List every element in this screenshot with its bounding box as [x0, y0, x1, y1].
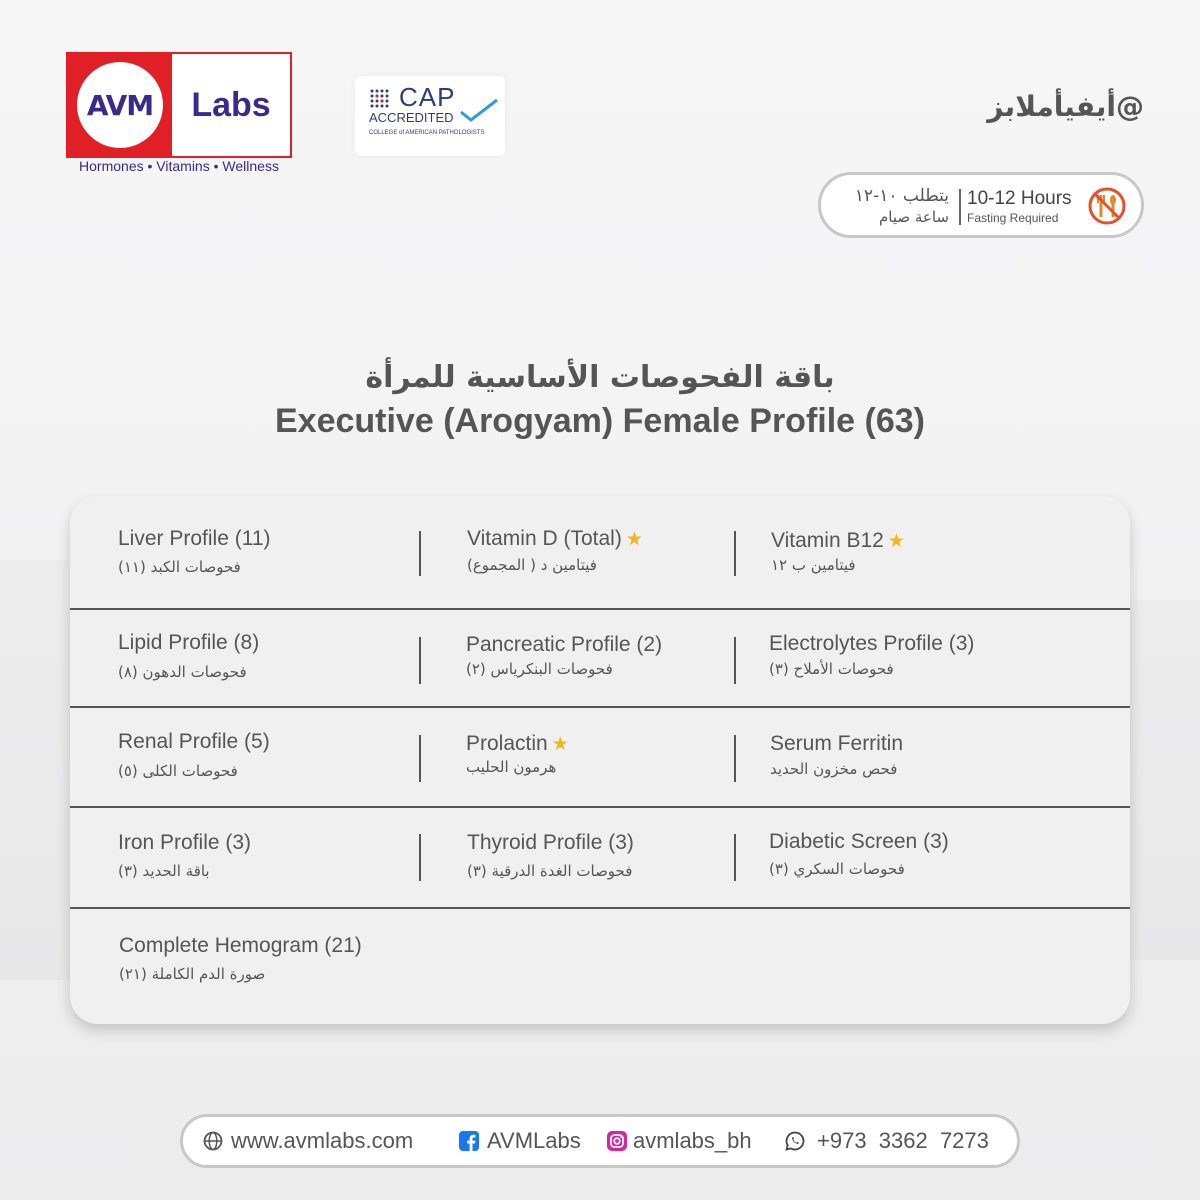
- star-icon: ★: [887, 531, 905, 552]
- instagram-icon: [607, 1131, 627, 1151]
- tests-row: [70, 808, 1130, 909]
- column-divider: [419, 735, 421, 782]
- website-link[interactable]: www.avmlabs.com: [231, 1128, 414, 1153]
- test-name-ar: باقة الحديد (٣): [118, 862, 210, 880]
- test-name-ar: فحوصات الأملاح (٣): [769, 660, 894, 678]
- test-name-en: Pancreatic Profile (2): [466, 633, 663, 656]
- star-icon: ★: [551, 734, 569, 755]
- test-name-ar: فحوصات الكلى (٥): [118, 762, 238, 780]
- tests-row: [70, 708, 1130, 808]
- whatsapp-number[interactable]: +973 3362 7273: [817, 1128, 989, 1153]
- column-divider: [419, 637, 421, 684]
- test-cell: [70, 610, 420, 706]
- test-name-en: Diabetic Screen (3): [769, 830, 949, 853]
- logo-labs-text: Labs: [191, 85, 271, 124]
- test-cell: [70, 708, 420, 806]
- test-name-en: Electrolytes Profile (3): [769, 632, 975, 655]
- background-decoration: [1130, 600, 1200, 960]
- test-cell: [70, 808, 420, 907]
- column-divider: [419, 834, 421, 881]
- test-name-en: Iron Profile (3): [118, 831, 252, 854]
- test-name-ar: فيتامين د ( المجموع): [467, 556, 597, 574]
- logo-avm-text: AVM: [86, 88, 154, 122]
- cap-college: COLLEGE of AMERICAN PATHOLOGISTS: [369, 130, 485, 136]
- checkmark-icon: [459, 98, 499, 124]
- test-name-en: Prolactin: [466, 732, 548, 755]
- tests-row: [70, 496, 1130, 610]
- test-cell: [419, 496, 735, 608]
- test-name-ar: هرمون الحليب: [466, 758, 557, 776]
- facebook-icon: [459, 1131, 479, 1151]
- test-name-ar: صورة الدم الكاملة (٢١): [119, 965, 266, 983]
- test-name-en: Vitamin D (Total): [467, 527, 622, 550]
- test-name-en: Serum Ferritin: [770, 732, 904, 755]
- title-english: Executive (Arogyam) Female Profile (63): [274, 402, 925, 440]
- fasting-en-line2: Fasting Required: [967, 211, 1059, 225]
- whatsapp-icon: [785, 1131, 805, 1151]
- fasting-badge: [818, 172, 1144, 238]
- logo-tagline: Hormones • Vitamins • Wellness: [79, 158, 279, 174]
- star-icon: ★: [625, 529, 643, 550]
- column-divider: [734, 735, 736, 782]
- cap-accredited: ACCREDITED: [369, 110, 454, 125]
- column-divider: [734, 834, 736, 881]
- test-name-en: Vitamin B12: [771, 529, 884, 552]
- avm-labs-logo: [66, 52, 290, 156]
- test-name-en: Complete Hemogram (21): [119, 934, 362, 957]
- social-handle: @أيفيأملابز: [987, 90, 1144, 123]
- fasting-ar-line2: ساعة صيام: [878, 208, 949, 226]
- column-divider: [734, 637, 736, 684]
- globe-icon: [203, 1131, 223, 1151]
- contact-footer: [180, 1114, 1020, 1168]
- test-cell: [418, 610, 734, 706]
- test-name-en: Thyroid Profile (3): [467, 831, 634, 854]
- test-cell: [723, 496, 1083, 608]
- test-name-en: Liver Profile (11): [118, 527, 271, 550]
- tests-card: [70, 496, 1130, 1024]
- test-cell: [721, 808, 1081, 907]
- test-cell: [721, 610, 1081, 706]
- no-eating-icon: [1087, 186, 1127, 226]
- fasting-en-line1: 10-12 Hours: [967, 188, 1072, 209]
- test-name-ar: فحوصات السكري (٣): [769, 860, 905, 878]
- fasting-ar-line1: يتطلب ١٠-١٢: [854, 186, 949, 206]
- test-name-en: Renal Profile (5): [118, 730, 270, 753]
- test-name-en: Lipid Profile (8): [118, 631, 260, 654]
- instagram-link[interactable]: avmlabs_bh: [633, 1128, 752, 1153]
- test-name-ar: فحوصات الكبد (١١): [118, 558, 241, 576]
- title-arabic: باقة الفحوصات الأساسية للمرأة: [365, 360, 835, 395]
- facebook-link[interactable]: AVMLabs: [487, 1128, 581, 1153]
- column-divider: [419, 531, 421, 576]
- background-decoration: [0, 560, 70, 980]
- cap-dots-icon: [369, 88, 391, 110]
- test-cell: [418, 708, 734, 806]
- column-divider: [734, 531, 736, 576]
- test-name-ar: فحوصات الدهون (٨): [118, 663, 247, 681]
- test-name-ar: فحوصات البنكرياس (٢): [466, 660, 613, 678]
- test-cell: [70, 496, 420, 608]
- cap-title: CAP: [399, 82, 456, 112]
- cap-accreditation-badge: [355, 76, 505, 156]
- test-cell: [419, 808, 735, 907]
- test-name-ar: فحوصات الغدة الدرقية (٣): [467, 862, 633, 880]
- fasting-divider: [959, 189, 961, 225]
- tests-row: [70, 909, 1130, 1024]
- test-name-ar: فيتامين ب ١٢: [771, 556, 856, 574]
- tests-row: [70, 610, 1130, 708]
- test-name-ar: فحص مخزون الحديد: [770, 760, 898, 778]
- test-cell: [71, 909, 491, 1024]
- test-cell: [722, 708, 1082, 806]
